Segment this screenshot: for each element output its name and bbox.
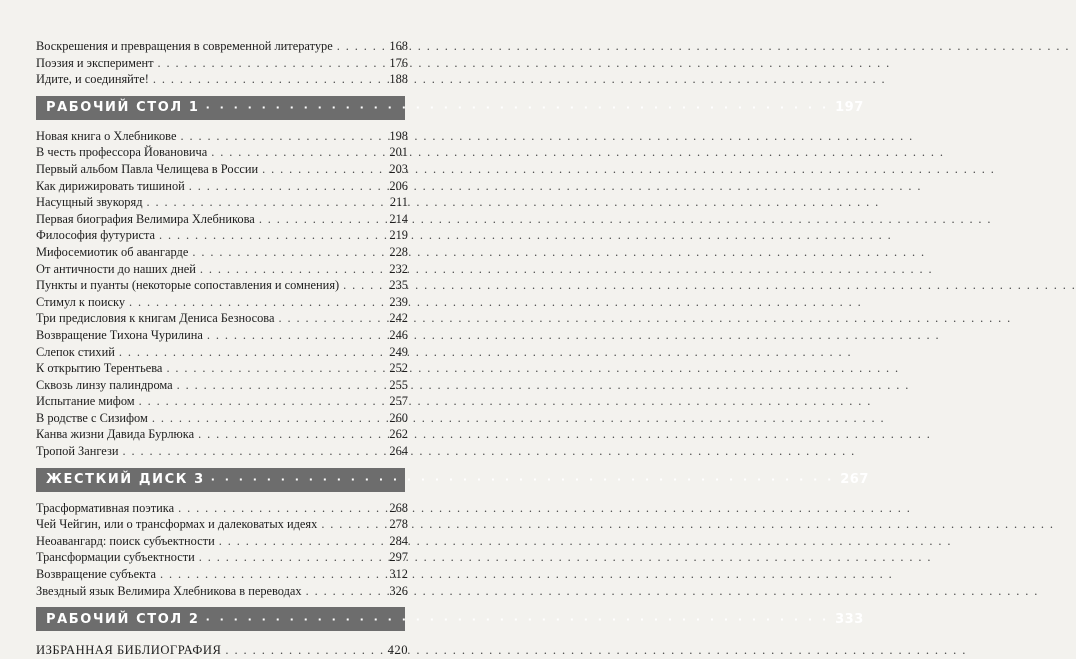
dot-leader xyxy=(278,310,382,327)
toc-entry xyxy=(36,178,408,195)
dot-leader xyxy=(199,549,382,566)
entry-title: Неоавангард: поиск субъектности xyxy=(36,533,215,548)
toc-entry xyxy=(36,310,408,327)
entry-title: Первая биография Велимира Хлебникова xyxy=(36,211,255,226)
entry-title: В родстве с Сизифом xyxy=(36,410,148,425)
toc-entry xyxy=(36,128,408,145)
dot-leader xyxy=(153,71,382,88)
section-2-entries xyxy=(36,500,408,600)
bibliography-entry xyxy=(36,642,408,659)
intro-entries xyxy=(36,38,408,88)
dot-leader xyxy=(207,327,382,344)
section-title: ЖЕСТКИЙ ДИСК 3 xyxy=(46,472,205,488)
toc-entry xyxy=(36,410,408,427)
entry-title: Тропой Зангези xyxy=(36,444,119,459)
entry-page: 278 xyxy=(389,517,408,532)
dot-leader xyxy=(180,128,382,145)
section-dot-leader xyxy=(206,613,830,626)
section-page: 197 xyxy=(835,100,864,116)
toc-entry xyxy=(36,294,408,311)
entry-title: Поэзия и эксперимент xyxy=(36,55,154,70)
entry-title: Философия футуриста xyxy=(36,228,156,243)
entry-page: 206 xyxy=(389,178,408,193)
section-dot-leader xyxy=(211,473,835,486)
entry-page: 203 xyxy=(389,161,408,176)
entry-title: Идите, и соединяйте! xyxy=(36,72,149,87)
toc-entry xyxy=(36,244,408,261)
entry-page: 228 xyxy=(389,244,408,259)
toc-entry xyxy=(36,360,408,377)
entry-page: 252 xyxy=(389,361,408,376)
toc-entry xyxy=(36,211,408,228)
entry-title: Стимул к поиску xyxy=(36,294,126,309)
toc-entry xyxy=(36,327,408,344)
entry-page: 168 xyxy=(389,39,408,53)
toc-entry xyxy=(36,533,408,550)
entry-page: 264 xyxy=(389,444,408,459)
toc-entry xyxy=(36,583,408,600)
dot-leader xyxy=(198,426,382,443)
dot-leader xyxy=(259,211,382,228)
toc-entry xyxy=(36,566,408,583)
section-title: РАБОЧИЙ СТОЛ 2 xyxy=(46,611,200,627)
entry-page: 257 xyxy=(389,394,408,409)
dot-leader xyxy=(152,410,382,427)
toc-entry xyxy=(36,393,408,410)
dot-leader xyxy=(337,38,382,55)
section-header-zhestkiy-disk-3 xyxy=(36,468,869,492)
entry-title: Пункты и пуанты (некоторые сопоставления и сомнения) xyxy=(36,278,340,293)
toc-entry xyxy=(36,426,408,443)
entry-page: 232 xyxy=(389,261,408,276)
entry-page: 201 xyxy=(389,145,408,160)
section-title: РАБОЧИЙ СТОЛ 1 xyxy=(46,100,200,116)
dot-leader xyxy=(158,55,382,72)
dot-leader xyxy=(192,244,382,261)
entry-title: Как дирижировать тишиной xyxy=(36,178,185,193)
entry-title: Трасформативная поэтика xyxy=(36,500,175,515)
entry-page: 420 xyxy=(387,643,408,658)
entry-page: 198 xyxy=(389,128,408,143)
dot-leader xyxy=(122,443,382,460)
section-header-rabochiy-stol-1 xyxy=(36,96,864,120)
toc-entry xyxy=(36,277,408,294)
dot-leader xyxy=(178,500,382,517)
toc-entry xyxy=(36,261,408,278)
section-header-rabochiy-stol-2 xyxy=(36,607,864,631)
entry-page: 246 xyxy=(389,327,408,342)
dot-leader xyxy=(119,344,382,361)
dot-leader xyxy=(321,516,382,533)
dot-leader xyxy=(306,583,382,600)
entry-page: 260 xyxy=(389,410,408,425)
section-page: 267 xyxy=(840,472,869,488)
section-dot-leader xyxy=(206,101,830,114)
toc-entry xyxy=(36,549,408,566)
entry-page: 242 xyxy=(389,311,408,326)
entry-title: Три предисловия к книгам Дениса Безносова xyxy=(36,311,275,326)
dot-leader xyxy=(219,533,382,550)
entry-page: 284 xyxy=(389,533,408,548)
entry-page: 219 xyxy=(389,228,408,243)
entry-title: Канва жизни Давида Бурлюка xyxy=(36,427,195,442)
dot-leader xyxy=(147,194,382,211)
entry-title: Возвращение субъекта xyxy=(36,567,156,582)
entry-page: 312 xyxy=(389,567,408,582)
entry-page: 249 xyxy=(389,344,408,359)
toc-entry xyxy=(36,516,408,533)
entry-title: ИЗБРАННАЯ БИБЛИОГРАФИЯ xyxy=(36,643,222,658)
entry-title: Первый альбом Павла Челищева в России xyxy=(36,161,259,176)
dot-leader xyxy=(189,178,382,195)
toc-entry xyxy=(36,344,408,361)
entry-page: 297 xyxy=(389,550,408,565)
dot-leader xyxy=(159,227,382,244)
dot-leader xyxy=(177,377,382,394)
entry-title: Новая книга о Хлебникове xyxy=(36,128,177,143)
entry-page: 235 xyxy=(389,278,408,293)
entry-title: Возвращение Тихона Чурилина xyxy=(36,327,203,342)
dot-leader xyxy=(211,144,382,161)
toc-entry xyxy=(36,443,408,460)
toc-entry xyxy=(36,144,408,161)
dot-leader xyxy=(139,393,382,410)
toc-entry xyxy=(36,500,408,517)
entry-page: 211 xyxy=(389,195,408,210)
entry-page: 176 xyxy=(389,55,408,70)
entry-title: В честь профессора Йовановича xyxy=(36,145,208,160)
toc-entry xyxy=(36,71,408,88)
dot-leader xyxy=(343,277,382,294)
entry-page: 188 xyxy=(389,72,408,87)
entry-title: Слепок стихий xyxy=(36,344,115,359)
entry-title: Мифосемиотик об авангарде xyxy=(36,244,189,259)
table-of-contents xyxy=(36,38,869,659)
entry-page: 239 xyxy=(389,294,408,309)
entry-title: Сквозь линзу палиндрома xyxy=(36,377,173,392)
entry-title: Испытание мифом xyxy=(36,394,135,409)
dot-leader xyxy=(166,360,382,377)
toc-entry xyxy=(36,377,408,394)
toc-entry xyxy=(36,161,408,178)
dot-leader xyxy=(200,261,382,278)
entry-title: Трансформации субъектности xyxy=(36,550,195,565)
entry-page: 214 xyxy=(389,211,408,226)
entry-page: 255 xyxy=(389,377,408,392)
toc-entry xyxy=(36,194,408,211)
entry-page: 262 xyxy=(389,427,408,442)
toc-entry xyxy=(36,38,408,55)
toc-entry xyxy=(36,227,408,244)
entry-page: 268 xyxy=(389,500,408,515)
entry-title: Воскрешения и превращения в современной литературе xyxy=(36,39,333,53)
entry-title: От античности до наших дней xyxy=(36,261,196,276)
dot-leader xyxy=(160,566,382,583)
entry-title: Звездный язык Велимира Хлебникова в переводах xyxy=(36,583,302,598)
dot-leader xyxy=(129,294,382,311)
dot-leader xyxy=(262,161,382,178)
dot-leader xyxy=(225,642,382,659)
entry-title: К открытию Терентьева xyxy=(36,361,163,376)
entry-title: Чей Чейгин, или о трансформах и далековатых идеях xyxy=(36,517,318,532)
toc-entry xyxy=(36,55,408,72)
section-1-entries xyxy=(36,128,408,460)
entry-page: 326 xyxy=(389,583,408,598)
entry-title: Насущный звукоряд xyxy=(36,195,143,210)
section-page: 333 xyxy=(835,611,864,627)
